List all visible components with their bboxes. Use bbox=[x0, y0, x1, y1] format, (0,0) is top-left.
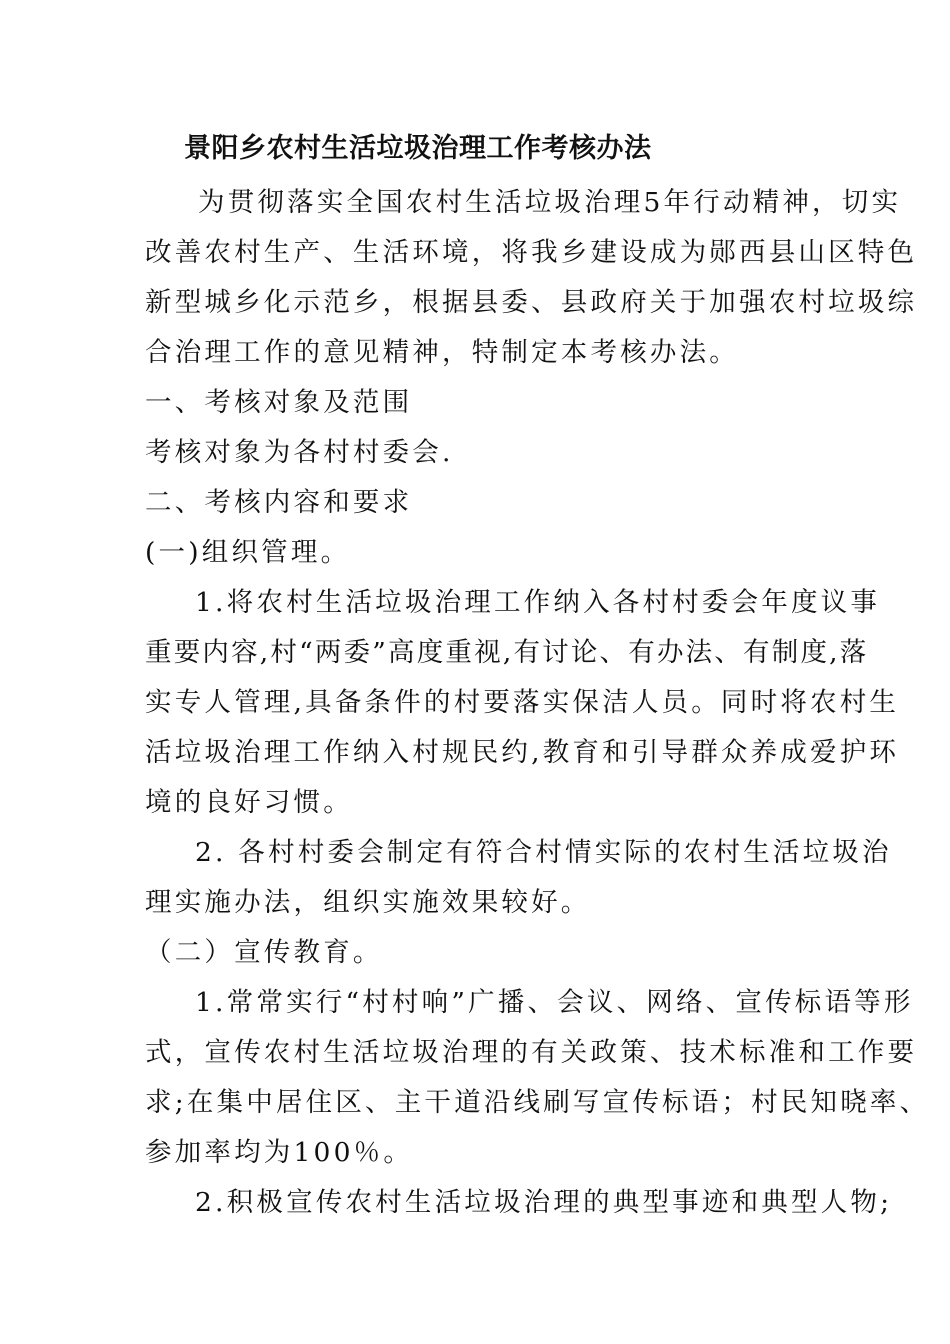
paragraph-line: 2. 各村村委会制定有符合村情实际的农村生活垃圾治 bbox=[195, 837, 892, 868]
paragraph-line: 重要内容,村“两委”高度重视,有讨论、有办法、有制度,落 bbox=[145, 637, 869, 668]
paragraph-line: 求;在集中居住区、主干道沿线刷写宣传标语；村民知晓率、 bbox=[145, 1087, 930, 1118]
document-title: 景阳乡农村生活垃圾治理工作考核办法 bbox=[184, 133, 652, 164]
paragraph-line: 2.积极宣传农村生活垃圾治理的典型事迹和典型人物; bbox=[195, 1187, 893, 1218]
subsection-heading: (一)组织管理。 bbox=[145, 537, 351, 568]
paragraph-line: 活垃圾治理工作纳入村规民约,教育和引导群众养成爱护环 bbox=[145, 737, 900, 768]
paragraph-line: 理实施办法，组织实施效果较好。 bbox=[145, 887, 591, 918]
paragraph-line: 实专人管理,具备条件的村要落实保洁人员。同时将农村生 bbox=[145, 687, 900, 718]
paragraph-line: 为贯彻落实全国农村生活垃圾治理5年行动精神，切实 bbox=[198, 187, 902, 218]
subsection-heading: （二）宣传教育。 bbox=[145, 937, 383, 968]
paragraph-line: 1.将农村生活垃圾治理工作纳入各村村委会年度议事 bbox=[195, 587, 881, 618]
paragraph-line: 式，宣传农村生活垃圾治理的有关政策、技术标准和工作要 bbox=[145, 1037, 918, 1068]
paragraph-line: 1.常常实行“村村响”广播、会议、网络、宣传标语等形 bbox=[195, 987, 914, 1018]
paragraph-line: 新型城乡化示范乡，根据县委、县政府关于加强农村垃圾综 bbox=[145, 287, 918, 318]
paragraph-line: 境的良好习惯。 bbox=[145, 787, 353, 818]
section-heading: 二、考核内容和要求 bbox=[145, 487, 413, 518]
document-body bbox=[145, 178, 930, 1228]
section-heading: 一、考核对象及范围 bbox=[145, 387, 413, 418]
paragraph-line: 合治理工作的意见精神，特制定本考核办法。 bbox=[145, 337, 739, 368]
paragraph-line: 改善农村生产、生活环境，将我乡建设成为郧西县山区特色 bbox=[145, 237, 918, 268]
paragraph-line: 参加率均为100％。 bbox=[145, 1137, 414, 1168]
paragraph-line: 考核对象为各村村委会. bbox=[145, 437, 454, 468]
